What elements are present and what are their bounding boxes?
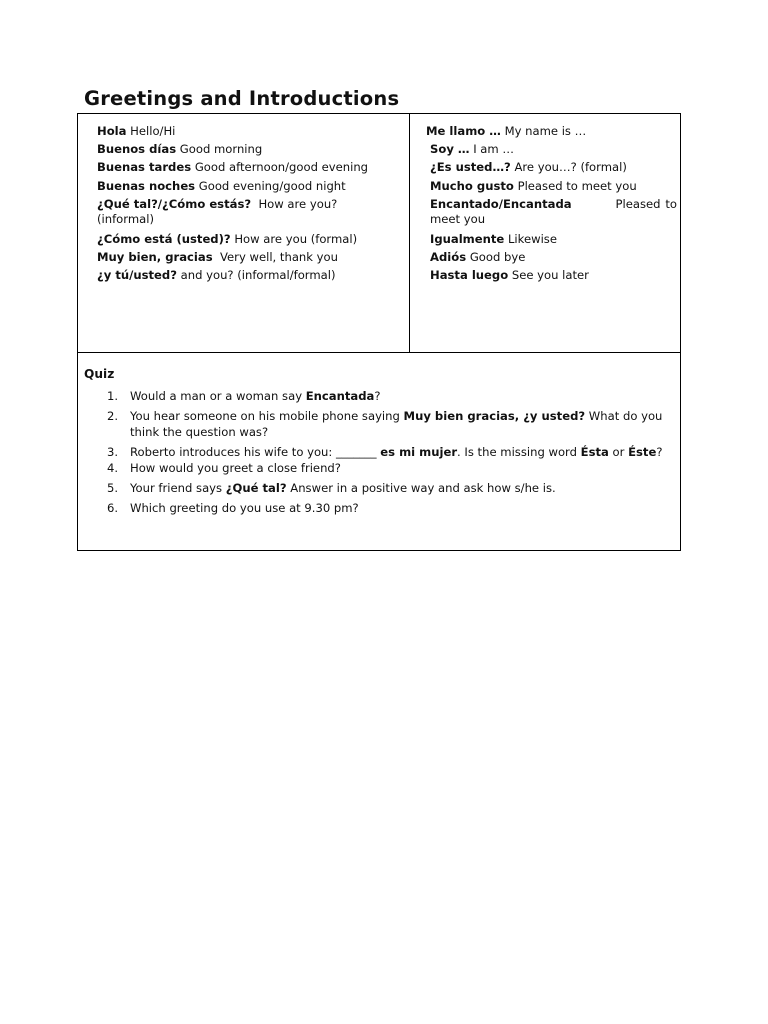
quiz-question xyxy=(78,388,678,404)
term: Hasta luego xyxy=(430,268,509,283)
term: Soy … xyxy=(430,142,470,157)
vocab-entry xyxy=(430,230,677,248)
vocab-entry xyxy=(97,230,397,248)
question-bold-text: Éste xyxy=(628,444,657,459)
question-text: Which greeting do you use at 9.30 pm? xyxy=(130,501,359,516)
question-bold-text: Muy bien gracias, ¿y usted? xyxy=(403,408,586,423)
vocab-entry xyxy=(97,158,397,176)
translation: Good afternoon/good evening xyxy=(194,160,369,175)
question-text: Would a man or a woman say xyxy=(130,389,306,403)
translation: Hello/Hi xyxy=(130,124,176,138)
question-number: 6. xyxy=(107,501,119,516)
question-bold-text: Ésta xyxy=(580,444,609,459)
term: ¿y tú/usted? xyxy=(97,268,177,283)
question-text: or xyxy=(608,444,629,459)
term: Hola xyxy=(97,124,127,138)
quiz-question xyxy=(78,480,678,496)
translation: I am … xyxy=(473,142,514,157)
vocab-entry xyxy=(97,140,397,158)
translation: and you? (informal/formal) xyxy=(180,268,336,283)
right-vocab-column xyxy=(426,122,677,284)
quiz-list xyxy=(78,388,678,516)
vocab-entry xyxy=(97,248,397,266)
quiz-question xyxy=(78,460,678,476)
question-text: . Is the missing word xyxy=(457,444,581,459)
vocab-entry xyxy=(97,266,397,284)
question-text: ? xyxy=(656,444,663,459)
term: ¿Qué tal?/¿Cómo estás? xyxy=(97,196,252,211)
quiz-question xyxy=(78,408,678,440)
term: ¿Cómo está (usted)? xyxy=(97,231,231,246)
translation: See you later xyxy=(511,268,589,283)
translation: Very well, thank you xyxy=(220,250,338,265)
question-number: 3. xyxy=(107,444,119,459)
question-number: 4. xyxy=(107,460,119,475)
term: Buenas tardes xyxy=(97,160,192,175)
vocab-entry xyxy=(430,140,677,158)
page-title: Greetings and Introductions xyxy=(84,87,400,110)
translation: How are you? (informal) xyxy=(97,196,338,226)
translation: Are you…? (formal) xyxy=(514,160,627,175)
question-bold-text: es mi mujer xyxy=(380,444,458,459)
question-text: Roberto introduces his wife to you: _______ xyxy=(130,444,381,459)
vocab-entry xyxy=(97,177,397,195)
vocab-entry xyxy=(97,195,397,227)
question-text: How would you greet a close friend? xyxy=(130,460,341,475)
quiz-heading: Quiz xyxy=(84,367,115,381)
vocab-entry xyxy=(430,158,677,176)
question-bold-text: Encantada xyxy=(305,389,375,403)
left-vocab-column xyxy=(97,122,397,284)
quiz-question xyxy=(78,500,678,516)
term: Buenas noches xyxy=(97,178,196,193)
question-number: 5. xyxy=(107,481,119,496)
vocab-entry xyxy=(430,266,677,284)
section-divider xyxy=(78,352,680,353)
vocab-entry xyxy=(97,122,397,140)
vocabulary-table xyxy=(77,113,681,551)
vocab-entry xyxy=(430,195,677,227)
question-text: ? xyxy=(374,389,381,403)
question-text: Answer in a positive way and ask how s/he is. xyxy=(286,481,556,496)
term: Buenos días xyxy=(97,142,177,157)
vocab-entry xyxy=(426,122,677,140)
translation: Pleased to meet you xyxy=(430,196,677,226)
term: ¿Es usted…? xyxy=(430,160,511,175)
term: Mucho gusto xyxy=(430,178,514,193)
question-text: What do you think the question was? xyxy=(130,408,663,439)
question-number: 2. xyxy=(107,408,119,423)
term: Me llamo … xyxy=(426,124,501,138)
question-text: You hear someone on his mobile phone saying xyxy=(130,408,404,423)
vocab-entry xyxy=(430,248,677,266)
translation: Good evening/good night xyxy=(198,178,346,193)
translation: Likewise xyxy=(507,231,557,246)
vocab-entry xyxy=(430,177,677,195)
translation: How are you (formal) xyxy=(234,231,358,246)
translation: Good bye xyxy=(469,250,526,265)
column-divider xyxy=(409,114,410,353)
question-number: 1. xyxy=(107,389,119,403)
translation: My name is … xyxy=(504,124,587,138)
term: Encantado/Encantada xyxy=(430,196,572,211)
quiz-question xyxy=(78,444,678,460)
term: Adiós xyxy=(430,250,467,265)
translation: Pleased to meet you xyxy=(517,178,637,193)
question-text: Your friend says xyxy=(130,481,226,496)
translation: Good morning xyxy=(179,142,263,157)
term: Igualmente xyxy=(430,231,505,246)
question-bold-text: ¿Qué tal? xyxy=(225,481,287,496)
term: Muy bien, gracias xyxy=(97,250,213,265)
